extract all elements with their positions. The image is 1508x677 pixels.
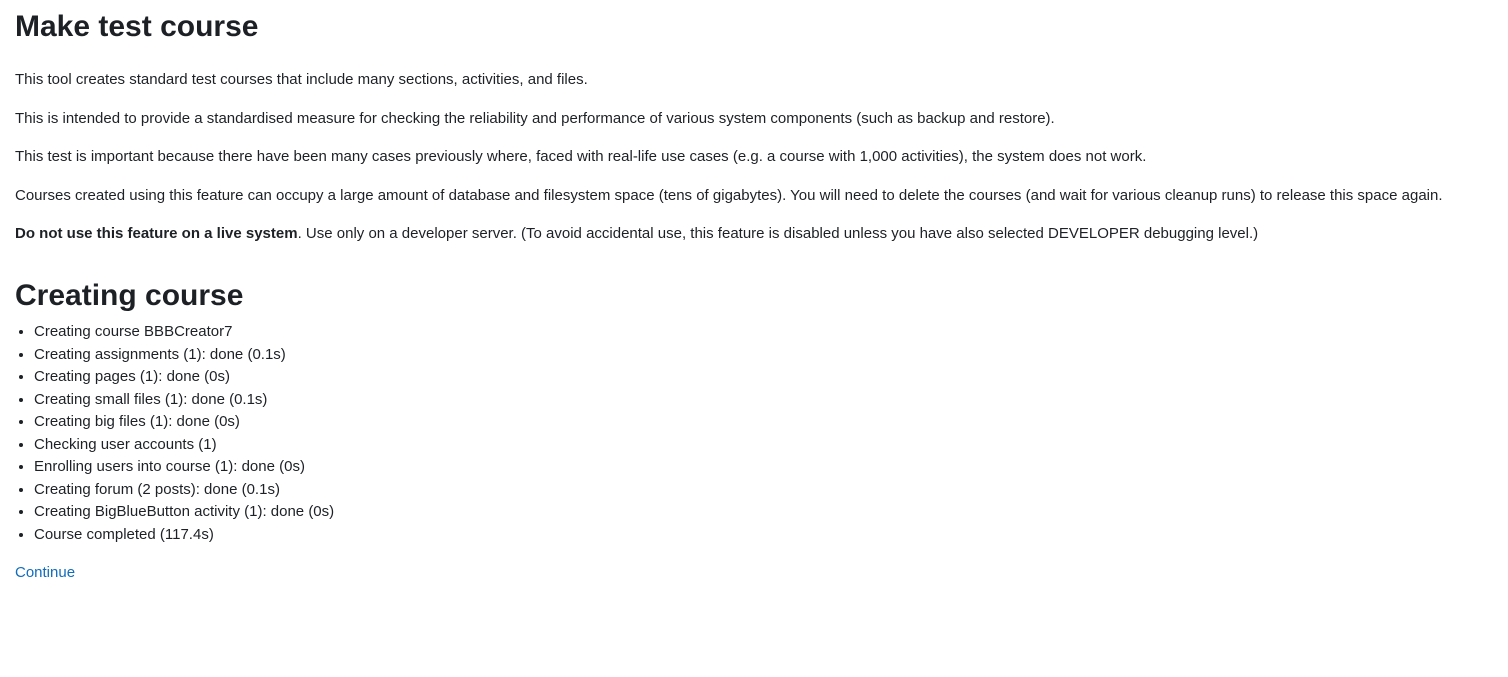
intro-paragraph-4: Courses created using this feature can occupy a large amount of database and filesystem space (tens of gigabytes). You will need to delete the courses (and wait for various cleanup runs) to release this space again. xyxy=(15,187,1443,204)
list-item: • Course completed (117.4s) xyxy=(34,524,334,547)
list-item: • Creating course BBBCreator7 xyxy=(34,321,334,344)
list-item: • Creating big files (1): done (0s) xyxy=(34,411,334,434)
list-item: • Creating BigBlueButton activity (1): done (0s) xyxy=(34,501,334,524)
warning-paragraph xyxy=(15,223,1258,245)
list-item: • Creating forum (2 posts): done (0.1s) xyxy=(34,479,334,502)
list-item: • Creating pages (1): done (0s) xyxy=(34,366,334,389)
continue-link[interactable]: Continue xyxy=(15,564,76,581)
warning-text: . Use only on a developer server. (To avoid accidental use, this feature is disabled unless you have also selected DEVELOPER debugging level.) xyxy=(297,225,1259,242)
warning-bold-text: Do not use this feature on a live system xyxy=(15,225,298,242)
list-item: • Creating assignments (1): done (0.1s) xyxy=(34,344,334,367)
section-heading: Creating course xyxy=(15,279,244,312)
intro-paragraph-2: This is intended to provide a standardised measure for checking the reliability and performance of various system components (such as backup and restore). xyxy=(15,110,1055,127)
intro-paragraph-3: This test is important because there have been many cases previously where, faced with real-life use cases (e.g. a course with 1,000 activities), the system does not work. xyxy=(15,148,1147,165)
progress-list xyxy=(15,321,334,546)
intro-paragraph-1: This tool creates standard test courses that include many sections, activities, and files. xyxy=(15,71,588,88)
list-item: • Checking user accounts (1) xyxy=(34,434,334,457)
list-item: • Creating small files (1): done (0.1s) xyxy=(34,389,334,412)
page-title: Make test course xyxy=(15,10,259,43)
list-item: • Enrolling users into course (1): done (0s) xyxy=(34,456,334,479)
